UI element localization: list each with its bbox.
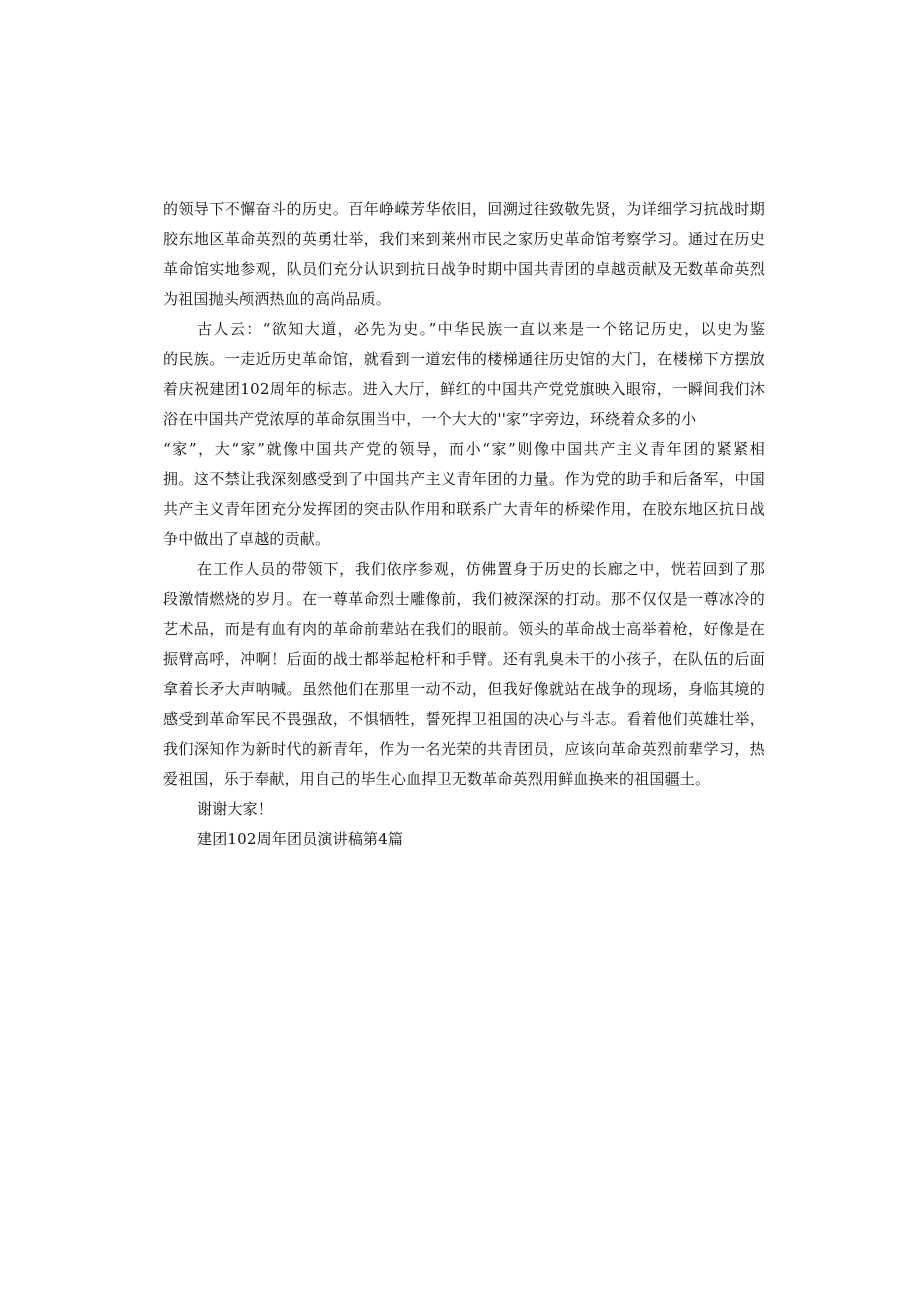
paragraph-line: 为祖国抛头颅洒热血的高尚品质。 <box>163 290 392 308</box>
paragraph-line: 拿着长矛大声呐喊。虽然他们在那里一动不动，但我好像就站在战争的现场，身临其境的 <box>163 680 765 698</box>
document-body <box>163 194 765 854</box>
paragraph-line: 共产主义青年团充分发挥团的突击队作用和联系广大青年的桥梁作用，在胶东地区抗日战 <box>163 500 765 518</box>
paragraph-line: 爱祖国，乐于奉献，用自己的毕生心血捍卫无数革命英烈用鲜血换来的祖国疆土。 <box>163 770 711 788</box>
closing-remark: 谢谢大家！ <box>197 800 274 818</box>
next-section-title: 建团102周年团员演讲稿第4篇 <box>197 830 404 848</box>
paragraph-line: “家”，大“家”就像中国共产党的领导，而小“家”则像中国共产主义青年团的紧紧相 <box>163 440 765 458</box>
paragraph-line: 段激情燃烧的岁月。在一尊革命烈士雕像前，我们被深深的打动。那不仅仅是一尊冰冷的 <box>163 590 765 608</box>
paragraph-line: 在工作人员的带领下，我们依序参观，仿佛置身于历史的长廊之中，恍若回到了那 <box>197 560 765 578</box>
paragraph-line: 艺术品，而是有血有肉的革命前辈站在我们的眼前。领头的革命战士高举着枪，好像是在 <box>163 620 765 638</box>
paragraph-line: 着庆祝建团102周年的标志。进入大厅，鲜红的中国共产党党旗映入眼帘，一瞬间我们沐 <box>163 380 765 398</box>
paragraph-line: 拥。这不禁让我深刻感受到了中国共产主义青年团的力量。作为党的助手和后备军，中国 <box>163 470 765 488</box>
paragraph-line: 的民族。一走近历史革命馆，就看到一道宏伟的楼梯通往历史馆的大门，在楼梯下方摆放 <box>163 350 765 368</box>
paragraph-line: 古人云：“欲知大道，必先为史。”中华民族一直以来是一个铭记历史，以史为鉴 <box>197 320 765 338</box>
paragraph-line: 感受到革命军民不畏强敌，不惧牺牲，誓死捍卫祖国的决心与斗志。看着他们英雄壮举， <box>163 710 765 728</box>
paragraph-line: 浴在中国共产党浓厚的革命氛围当中，一个大大的''家”字旁边，环绕着众多的小 <box>163 410 697 428</box>
paragraph-line: 的领导下不懈奋斗的历史。百年峥嵘芳华依旧，回溯过往致敬先贤，为详细学习抗战时期 <box>163 200 765 218</box>
paragraph-line: 争中做出了卓越的贡献。 <box>163 530 331 548</box>
paragraph-line: 我们深知作为新时代的新青年，作为一名光荣的共青团员，应该向革命英烈前辈学习，热 <box>163 740 765 758</box>
paragraph-line: 革命馆实地参观，队员们充分认识到抗日战争时期中国共青团的卓越贡献及无数革命英烈 <box>163 260 765 278</box>
paragraph-line: 胶东地区革命英烈的英勇壮举，我们来到莱州市民之家历史革命馆考察学习。通过在历史 <box>163 230 765 248</box>
paragraph-line: 振臂高呼，冲啊！后面的战士都举起枪杆和手臂。还有乳臭未干的小孩子，在队伍的后面 <box>163 650 765 668</box>
